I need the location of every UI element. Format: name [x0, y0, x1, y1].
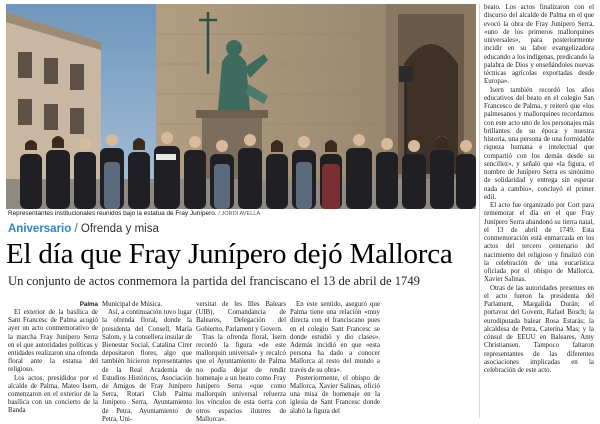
article-paragraph: Isern también recordó los años educativos del beato en el colegio San Francesco de Palma, y reiteró que «los palmesanos y mallorquines recordamos con este acto uno de los personajes más brillantes de su época y nuestra historia, una persona de una formidable riqueza humana e intelectual que compartió con los demás desde su sencillez», y señaló que «la figura, el nombre de Junípero Serra es sinónimo de solidaridad y entrega sin esperar nada a cambio», concluyó el primer edil.: [484, 86, 594, 201]
article-paragraph: Así, a continuación tuvo lugar la ofrenda floral, donde la presidenta del Consell, María Salom, y la consellera insular de Bienestar Social, Catalina Cirer depositaron flores, algo que también hicieron representantes de la Real Academia de Estudios Históricos, Asociación de Amigos de Fray Junípero Serra, Rotari Club Palma Junípero Serra, Ayuntamiento de Petra, Ayuntamiento de Petra, Uni-: [102, 309, 192, 423]
section-header: [8, 222, 474, 236]
article-paragraph: Posteriormente, el obispo de Mallorca, Xavier Salinas, ofició una misa de homenaje en la iglesia de Sant Francesc donde alabó la figura del: [290, 374, 380, 415]
article-paragraph: El acto fue organizado por Cort para rememorar el día en el que Fray Junípero Serra abandonó su tierra natal, el 13 de abril de 1749. Esta conmemoración está enmarcada en los actos del tercero centenario del nacimiento del religioso y finalizó con la celebración de una eucarística oficiada por el obispo de Mallorca, Xavier Salinas.: [484, 202, 594, 284]
article-paragraph: Otras de las autoridades presentes en el acto fueron la presidenta del Parlament, Margalida Durán; el portavoz del Govern, Rafael Bosch; la eurodiputada balear Rosa Estarás; la alcaldesa de Petra, Caterina Mas; y la cónsul de EEUU en Baleares, Amy Christiansen. Tampoco faltaron representantes de las diferentes asociaciones implicadas en la celebración de este acto.: [484, 284, 594, 374]
byline: Palma: [79, 301, 98, 308]
article-column-5: [484, 4, 594, 375]
article-paragraph: versitat de les Illes Balears (UIB), Comandancia de Baleares, Delegación del Gobierno, Parlament y Govern.: [196, 301, 286, 333]
column-divider: [479, 4, 480, 418]
photo-credit: / JORDI AVELLÀ: [218, 211, 261, 217]
section-label: Aniversario: [8, 223, 72, 235]
article-paragraph: Los actos, presididos por el alcalde de Palma, Mateo Isern, comenzaron en el exterior de la basílica con un concierto de la Banda: [8, 374, 98, 415]
subheadline: Un conjunto de actos conmemora la partida del franciscano el 13 de abril de 1749: [8, 274, 420, 288]
article-column-1: [8, 301, 98, 416]
article-paragraph: Tras la ofrenda floral, Isern recordó la figura «de este mallorquín universal» y recalcó que el Ayuntamiento de Palma no podía dejar de rendir homenaje a un beato como Fray Junípero Serra «que como mallorquín universal refuerza los vínculos de esta tierra con otros espacios ilustres de Mallorca».: [196, 333, 286, 423]
article-column-4: [290, 301, 380, 416]
headline: El día que Fray Junípero dejó Mallorca: [6, 238, 453, 270]
caption-text: Representantes institucionales reunidos bajo la estatua de Fray Junípero.: [8, 210, 217, 217]
section-separator: /: [74, 223, 78, 235]
article-paragraph: Municipal de Música.: [102, 301, 163, 308]
photo-illustration: [6, 4, 476, 209]
section-topic: Ofrenda y misa: [80, 223, 159, 235]
article-paragraph: beato. Los actos finalizaron con el discurso del alcalde de Palma en el que evocó la obra de Fray Junípero Serra, «uno de los primeros mallorquines universales», para posteriormente incidir en su labor evangelizadora educando a los indígenas, predicando la palabra de Dios y enseñándoles nuevas técnicas agrícolas exportadas desde Europa».: [484, 4, 594, 86]
article-paragraph: El exterior de la basílica de Sant Francesc de Palma acogió ayer un acto conmemorativo de la marcha Fray Junípero Serra en el que autoridades políticas y entidades realizaron una ofrenda floral ante la estatua del religioso.: [8, 309, 98, 374]
news-photo: [6, 4, 476, 209]
article-column-2: [102, 301, 192, 424]
photo-caption: [8, 210, 474, 218]
article-column-3: [196, 301, 286, 424]
article-paragraph: En este sentido, aseguró que Palma tiene una relación «muy directa con el franciscano pues en el colegio Sant Francesc se donde estudió y dio clases». Además incidió en que «esta persona ha dado a conocer Mallorca al resto del mundo a través de su obra».: [290, 301, 380, 374]
